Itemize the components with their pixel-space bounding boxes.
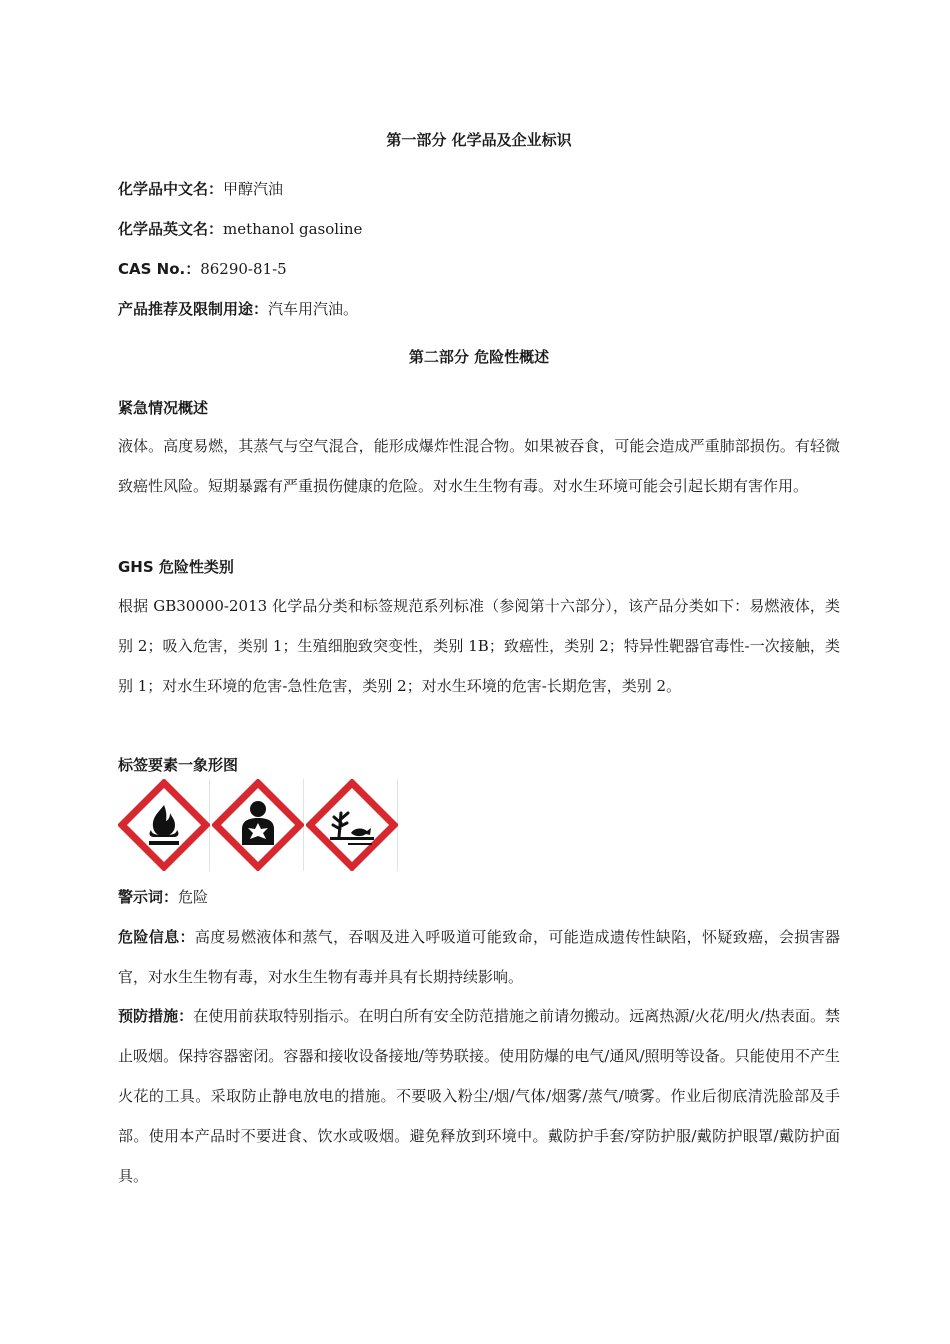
cas-field [118, 259, 840, 279]
ghs-text: 根据 GB30000-2013 化学品分类和标签规范系列标准（参阅第十六部分），该产品分类如下：易燃液体，类别 2；吸入危害，类别 1；生殖细胞致突变性，类别 1B；致癌性，类别 2；特异性靶器官毒性-一次接触，类别 1；对水生环境的危害-急性危害，类别 2；对水生环境的危害-长期危害，类别 2。 [118, 597, 840, 695]
signal-value: 危险 [178, 888, 209, 906]
en-name-field [118, 219, 840, 239]
emergency-text: 液体。高度易燃，其蒸气与空气混合，能形成爆炸性混合物。如果被吞食，可能会造成严重肺部损伤。有轻微致癌性风险。短期暴露有严重损伤健康的危险。对水生生物有毒。对水生环境可能会引起长期有害作用。 [118, 437, 840, 495]
cas-label: CAS No.： [118, 260, 201, 278]
signal-word-field [118, 887, 840, 907]
prevention-info [118, 996, 840, 1196]
cn-name-label: 化学品中文名： [118, 180, 224, 198]
section1-title: 第一部分 化学品及企业标识 [386, 131, 572, 149]
use-field [118, 299, 840, 319]
emergency-heading: 紧急情况概述 [118, 399, 209, 417]
hazard-text: 高度易燃液体和蒸气，吞咽及进入呼吸道可能致命，可能造成遗传性缺陷，怀疑致癌，会损害器官，对水生生物有毒，对水生生物有毒并具有长期持续影响。 [118, 928, 840, 986]
use-value: 汽车用汽油。 [268, 300, 359, 318]
hazard-info [118, 917, 840, 997]
signal-label: 警示词： [118, 888, 179, 906]
prevention-text: 在使用前获取特别指示。在明白所有安全防范措施之前请勿搬动。远离热源/火花/明火/热表面。禁止吸烟。保持容器密闭。容器和接收设备接地/等势联接。使用防爆的电气/通风/照明等设备。只能使用不产生火花的工具。采取防止静电放电的措施。不要吸入粉尘/烟/气体/烟雾/蒸气/喷雾。作业后彻底清洗脸部及手部。使用本产品时不要进食、饮水或吸烟。避免释放到环境中。戴防护手套/穿防护服/戴防护眼罩/戴防护面具。 [118, 1007, 840, 1185]
section2-title: 第二部分 危险性概述 [408, 348, 550, 366]
en-name-value: methanol gasoline [223, 220, 363, 238]
en-name-label: 化学品英文名： [118, 220, 224, 238]
pictogram-heading: 标签要素一象形图 [118, 756, 239, 774]
pictogram-row [118, 779, 398, 871]
health-hazard-icon [212, 779, 304, 871]
cas-value: 86290-81-5 [200, 260, 287, 278]
prevention-label: 预防措施： [118, 1007, 194, 1025]
cn-name-value: 甲醇汽油 [223, 180, 284, 198]
use-label: 产品推荐及限制用途： [118, 300, 269, 318]
hazard-label: 危险信息： [118, 928, 195, 946]
flame-icon [118, 779, 210, 871]
cn-name-field [118, 179, 840, 199]
environment-icon [306, 779, 398, 871]
ghs-heading: GHS 危险性类别 [118, 558, 234, 576]
